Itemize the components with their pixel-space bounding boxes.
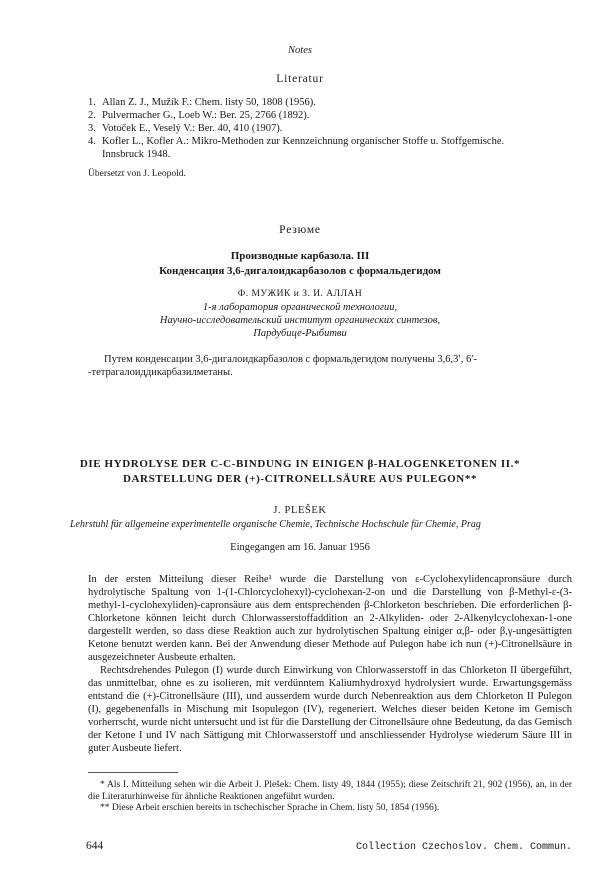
article-title-1: DIE HYDROLYSE DER C-C-BINDUNG IN EINIGEN β-HALOGENKETONEN II.* — [79, 458, 521, 470]
reference-item — [88, 135, 558, 148]
footnotes — [88, 780, 572, 815]
reference-item — [88, 122, 558, 135]
footnote: * Als I. Mitteilung sehen wir die Arbeit J. Plešek: Chem. listy 49, 1844 (1955); diese Zeitschrift 21, 902 (1956), an, in der die Literaturhinweise für ähnliche Reaktionen angeführt wurden. — [88, 780, 572, 802]
page-number: 644 — [86, 840, 104, 852]
reference-text: Allan Z. J., Mužík F.: Chem. listy 50, 1808 (1956). — [102, 97, 316, 108]
reference-item — [88, 96, 558, 109]
reference-item — [88, 109, 558, 122]
resume-affiliation-2: Научно-исследовательский институт органических синтезов, — [159, 315, 441, 326]
reference-number: 4. — [88, 136, 96, 147]
journal-name: Collection Czechoslov. Chem. Commun. — [355, 842, 572, 853]
footnote-divider — [88, 772, 178, 773]
reference-text: Votoček E., Veselý V.: Ber. 40, 410 (1907). — [102, 123, 283, 134]
resume-affiliation-1: 1-я лаборатория органической технологии, — [202, 302, 398, 313]
resume-body-line-1: Путем конденсации 3,6-дигалоидкарбазолов с формальдегидом получены 3,6,3′, 6′- — [104, 354, 477, 365]
article-affiliation: Lehrstuhl für allgemeine experimentelle organische Chemie, Technische Hochschule für Chemie, Prag — [70, 519, 481, 530]
reference-text: Kofler L., Kofler A.: Mikro-Methoden zur Kennzeichnung organischer Stoffe u. Stoffgemische. — [102, 136, 505, 147]
resume-heading: Резюме — [279, 224, 321, 236]
resume-affiliation-3: Пардубице-Рыбитви — [253, 328, 347, 339]
footnote: ** Diese Arbeit erschien bereits in tschechischer Sprache in Chem. listy 50, 1854 (1956). — [100, 803, 440, 813]
resume-title-1: Производные карбазола. III — [230, 250, 370, 262]
reference-list — [88, 96, 558, 161]
literatur-heading: Literatur — [276, 73, 324, 85]
reference-number: 1. — [88, 97, 96, 108]
body-paragraph: Rechtsdrehendes Pulegon (I) wurde durch Einwirkung von Chlorwasserstoff in das Chlorketon II übergeführt, das unmittelbar, ohne es zu isolieren, mit verdünntem Kaliumhydroxyd hydrolysiert wurde. Erwartungsgemäss entstand die (+)-Citronellsäure (III), und ausserdem wurde durch Nebenreaktion aus dem Chlorketon II Pulegon (I), gegebenenfalls in Mischung mit Isopulegon (IV), regeneriert. Welches dieser beiden Ketone im Gemisch vorherrscht, wurde nicht untersucht und ist für die Darstellung der Citronellsäure ohne Bedeutung, da das Gemisch der Ketone I und IV nach Sättigung mit Chlorwasserstoff und anschliessender Hydrolyse wiederum Säure III in guter Ausbeute liefert. — [88, 665, 572, 754]
reference-number: 3. — [88, 123, 96, 134]
reference-text: Pulvermacher G., Loeb W.: Ber. 25, 2766 (1892). — [102, 110, 310, 121]
body-paragraph: In der ersten Mitteilung dieser Reihe¹ wurde die Darstellung von ε-Cyclohexylidencapronsäure durch hydrolytische Spaltung von 1-(1-Chlorcyclohexyl)-cyclohexan-2-on und die Darstellung von β-Methyl-ε-(3-methyl-1-cyclohexyliden)-capronsäure aus dem entsprechenden β-Chlorketon beschrieben. Die erforderlichen β-Chlorketone können leicht durch Chlorwasserstoffaddition an 2-Alkyliden- oder 2-Alkenylcyclohexan-1-one dargestellt werden, so dass diese Reaktion auch zur hydrolytischen Spaltung einiger α,β- oder β,γ-ungesättigten Ketone benutzt werden kann. Bei der Anwendung dieser Methode auf Pulegon habe ich nun (+)-Citronellsäure in ausgezeichneter Ausbeute erhalten. — [88, 574, 572, 663]
resume-body-line-2: -тетрагалоиддикарбазилметаны. — [88, 367, 233, 378]
article-author: J. PLEŠEK — [273, 505, 327, 516]
reference-continuation: Innsbruck 1948. — [102, 149, 171, 160]
article-body — [88, 573, 572, 755]
resume-title-2: Конденсация 3,6-дигалоидкарбазолов с формальдегидом — [159, 265, 441, 277]
article-title-2: DARSTELLUNG DER (+)-CITRONELLSÄURE AUS PULEGON** — [122, 473, 478, 485]
running-title: Notes — [288, 45, 312, 56]
reference-number: 2. — [88, 110, 96, 121]
received-date: Eingegangen am 16. Januar 1956 — [230, 542, 370, 553]
translator-note: Übersetzt von J. Leopold. — [88, 169, 186, 179]
resume-authors: Ф. МУЖИК и З. И. АЛЛАН — [237, 289, 363, 299]
